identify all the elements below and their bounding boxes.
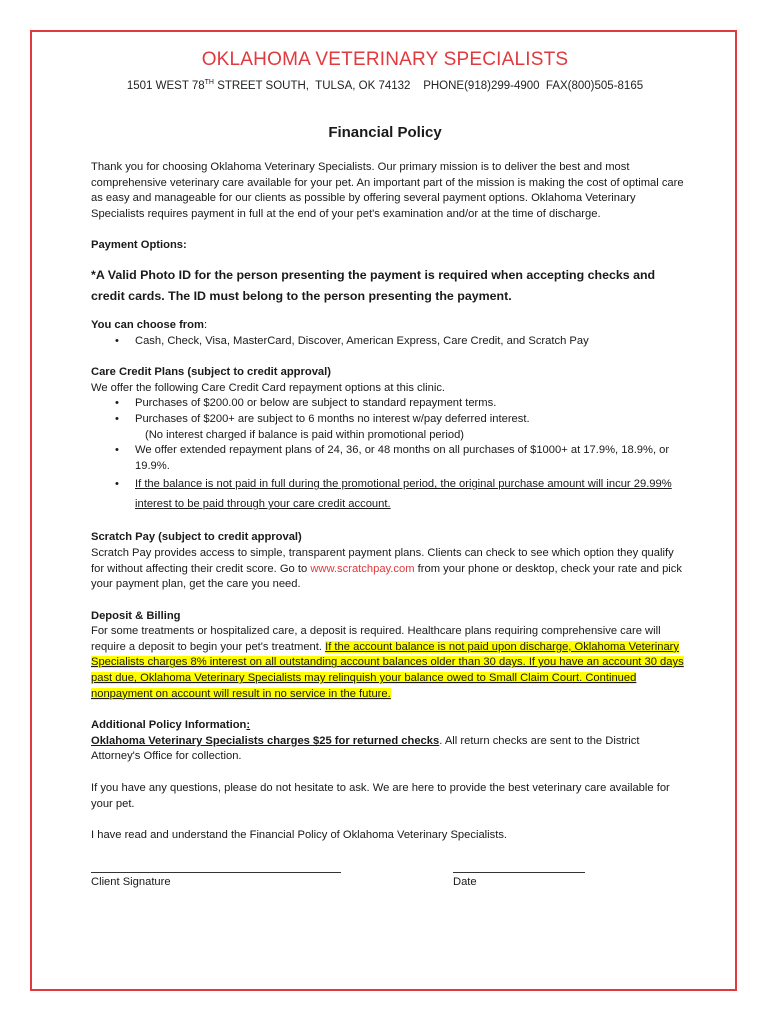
choose-from-colon: : [203, 318, 208, 331]
page-title: Financial Policy [328, 124, 442, 141]
policy-body [91, 160, 687, 890]
scratch-pay-paragraph [91, 546, 687, 593]
deposit-heading: Deposit & Billing [91, 609, 181, 622]
scratch-pay-text: Scratch Pay provides access to simple, transparent payment plans. Clients can check to see which option they qualify for without affecting their credit score. Go to [91, 546, 674, 575]
returned-checks-paragraph [91, 734, 687, 765]
scratch-pay-text-end: from your phone or desktop, check your rate and pick your payment plan, get the care you need. [91, 562, 682, 591]
clinic-name: OKLAHOMA VETERINARY SPECIALISTS [201, 49, 569, 70]
date-label: Date [453, 875, 477, 888]
additional-info-heading: Additional Policy Information [91, 719, 247, 732]
list-item: • Purchases of $200+ are subject to 6 months no interest w/pay deferred interest. [135, 412, 687, 428]
client-signature-line[interactable] [91, 858, 341, 873]
photo-id-notice: *A Valid Photo ID for the person presenting the payment is required when accepting checks and credit cards. The ID must belong to the person presenting the payment. [91, 267, 656, 303]
signature-labels [91, 875, 687, 891]
address-part-2: STREET SOUTH, TULSA, OK 74132 PHONE(918)299-4900 FAX(800)505-8165 [214, 80, 644, 92]
care-credit-intro: We offer the following Care Credit Card repayment options at this clinic. [91, 381, 446, 394]
additional-info-heading-line [91, 718, 687, 734]
scratchpay-link[interactable]: www.scratchpay.com [310, 562, 415, 575]
deposit-paragraph [91, 624, 687, 702]
clinic-address [0, 79, 770, 92]
returned-checks-text: . All return checks are sent to the District Attorney's Office for collection. [91, 734, 640, 763]
list-item: • If the balance is not paid in full during the promotional period, the original purchase amount will incur 29.99% interest to be paid through your care credit account. [135, 474, 687, 514]
payment-options-heading: Payment Options: [91, 239, 187, 252]
care-credit-heading: Care Credit Plans (subject to credit approval) [91, 366, 331, 379]
deposit-highlighted-terms: If the account balance is not paid upon discharge, Oklahoma Veterinary Specialists charges 8% interest on all outstanding account balances older than 30 days. If you have an account 30 days past due, Oklahoma Veterinary Specialists may relinquish your balance owed to Small Claim Court. Continued nonpayment on account will result in no service in the future. [91, 640, 684, 700]
care-credit-list-2 [91, 443, 687, 514]
list-item: • Cash, Check, Visa, MasterCard, Discover, American Express, Care Credit, and Scratch Pay [135, 334, 687, 350]
scratch-pay-heading: Scratch Pay (subject to credit approval) [91, 531, 302, 544]
additional-info-colon: : [246, 719, 251, 732]
payment-methods-list [91, 334, 687, 350]
returned-checks-fee: Oklahoma Veterinary Specialists charges $25 for returned checks [91, 734, 440, 747]
list-item: • We offer extended repayment plans of 24, 36, or 48 months on all purchases of $1000+ at 17.9%, 18.9%, or 19.9%. [135, 443, 687, 474]
deposit-text: For some treatments or hospitalized care, a deposit is required. Healthcare plans requiring comprehensive care will require a deposit to begin your pet's treatment. [91, 625, 661, 653]
signature-lines [91, 858, 687, 873]
address-part-1: 1501 WEST 78 [126, 80, 205, 92]
acknowledgement-statement: I have read and understand the Financial Policy of Oklahoma Veterinary Specialists. [91, 829, 508, 842]
intro-paragraph: Thank you for choosing Oklahoma Veterinary Specialists. Our primary mission is to deliver the best and most comprehensive veterinary care available for your pet. An important part of the mission is making the cost of optimal care as easy and manageable for our clients as possible by offering several payment options. Oklahoma Veterinary Specialists requires payment in full at the end of your pet's examination and/or at the time of discharge. [91, 161, 684, 220]
care-credit-note: (No interest charged if balance is paid within promotional period) [145, 428, 465, 441]
client-signature-label: Client Signature [91, 875, 171, 888]
care-credit-list [91, 396, 687, 427]
choose-from-label: You can choose from [91, 318, 204, 331]
address-superscript: TH [204, 79, 214, 86]
choose-from-line [91, 318, 687, 334]
questions-paragraph: If you have any questions, please do not hesitate to ask. We are here to provide the best veterinary care available for your pet. [91, 782, 670, 810]
list-item: • Purchases of $200.00 or below are subject to standard repayment terms. [135, 396, 687, 412]
date-line[interactable] [453, 858, 585, 873]
